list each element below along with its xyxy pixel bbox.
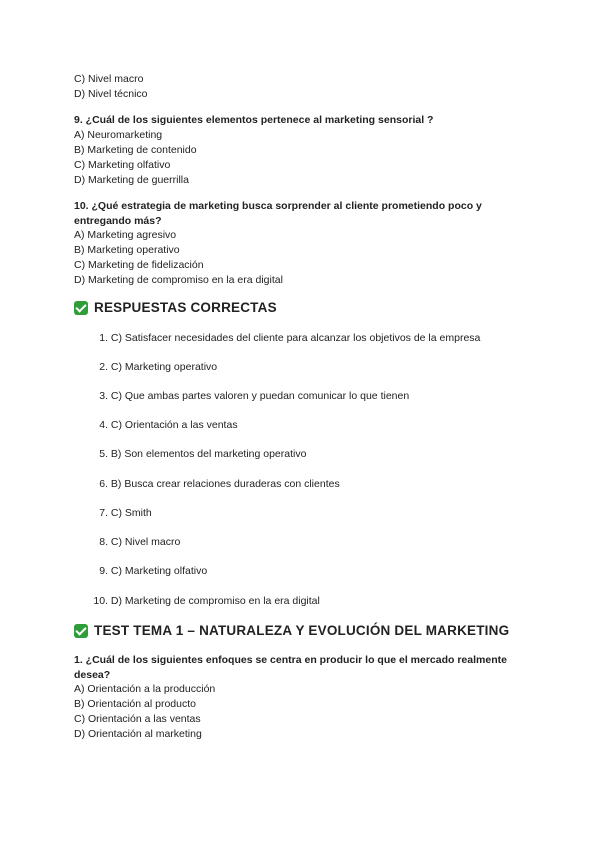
test-q1-option-d: D) Orientación al marketing bbox=[74, 728, 202, 740]
answer-item-7: 7. C) Smith bbox=[99, 507, 152, 519]
q10-option-a: A) Marketing agresivo bbox=[74, 229, 177, 241]
test-q1-option-b: B) Orientación al producto bbox=[74, 698, 196, 710]
question-9: 9. ¿Cuál de los siguientes elementos pertenece al marketing sensorial ? bbox=[74, 114, 434, 126]
answer-item-6: 6. B) Busca crear relaciones duraderas con clientes bbox=[99, 478, 340, 490]
check-mark-button-icon bbox=[74, 624, 88, 638]
answer-item-1: 1. C) Satisfacer necesidades del cliente para alcanzar los objetivos de la empresa bbox=[99, 332, 481, 344]
answer-item-10: 10. D) Marketing de compromiso en la era digital bbox=[93, 595, 320, 607]
answer-item-4: 4. C) Orientación a las ventas bbox=[99, 419, 238, 431]
test-heading bbox=[74, 623, 509, 638]
answer-item-2: 2. C) Marketing operativo bbox=[99, 361, 218, 373]
q9-option-c: C) Marketing olfativo bbox=[74, 159, 171, 171]
answer-item-8: 8. C) Nivel macro bbox=[99, 536, 181, 548]
q10-option-b: B) Marketing operativo bbox=[74, 244, 180, 256]
question-10: 10. ¿Qué estrategia de marketing busca sorprender al cliente prometiendo poco y entregando más? bbox=[74, 200, 482, 227]
test-q1-option-c: C) Orientación a las ventas bbox=[74, 713, 201, 725]
answer-item-5: 5. B) Son elementos del marketing operativo bbox=[99, 448, 307, 460]
test-q1-option-a: A) Orientación a la producción bbox=[74, 683, 216, 695]
check-mark-button-icon bbox=[74, 301, 88, 315]
option-c: C) Nivel macro bbox=[74, 73, 144, 85]
answer-item-9: 9. C) Marketing olfativo bbox=[99, 565, 208, 577]
q10-option-c: C) Marketing de fidelización bbox=[74, 259, 204, 271]
test-heading-text: TEST TEMA 1 – NATURALEZA Y EVOLUCIÓN DEL MARKETING bbox=[94, 623, 510, 638]
q10-option-d: D) Marketing de compromiso en la era digital bbox=[74, 274, 283, 286]
answer-item-3: 3. C) Que ambas partes valoren y puedan comunicar lo que tienen bbox=[99, 390, 410, 402]
test-question-1: 1. ¿Cuál de los siguientes enfoques se centra en producir lo que el mercado realmente desea? bbox=[74, 654, 507, 681]
option-d: D) Nivel técnico bbox=[74, 88, 148, 100]
q9-option-a: A) Neuromarketing bbox=[74, 129, 163, 141]
answers-heading bbox=[74, 300, 277, 315]
q9-option-b: B) Marketing de contenido bbox=[74, 144, 197, 156]
q9-option-d: D) Marketing de guerrilla bbox=[74, 174, 189, 186]
answers-heading-text: RESPUESTAS CORRECTAS bbox=[94, 300, 277, 315]
